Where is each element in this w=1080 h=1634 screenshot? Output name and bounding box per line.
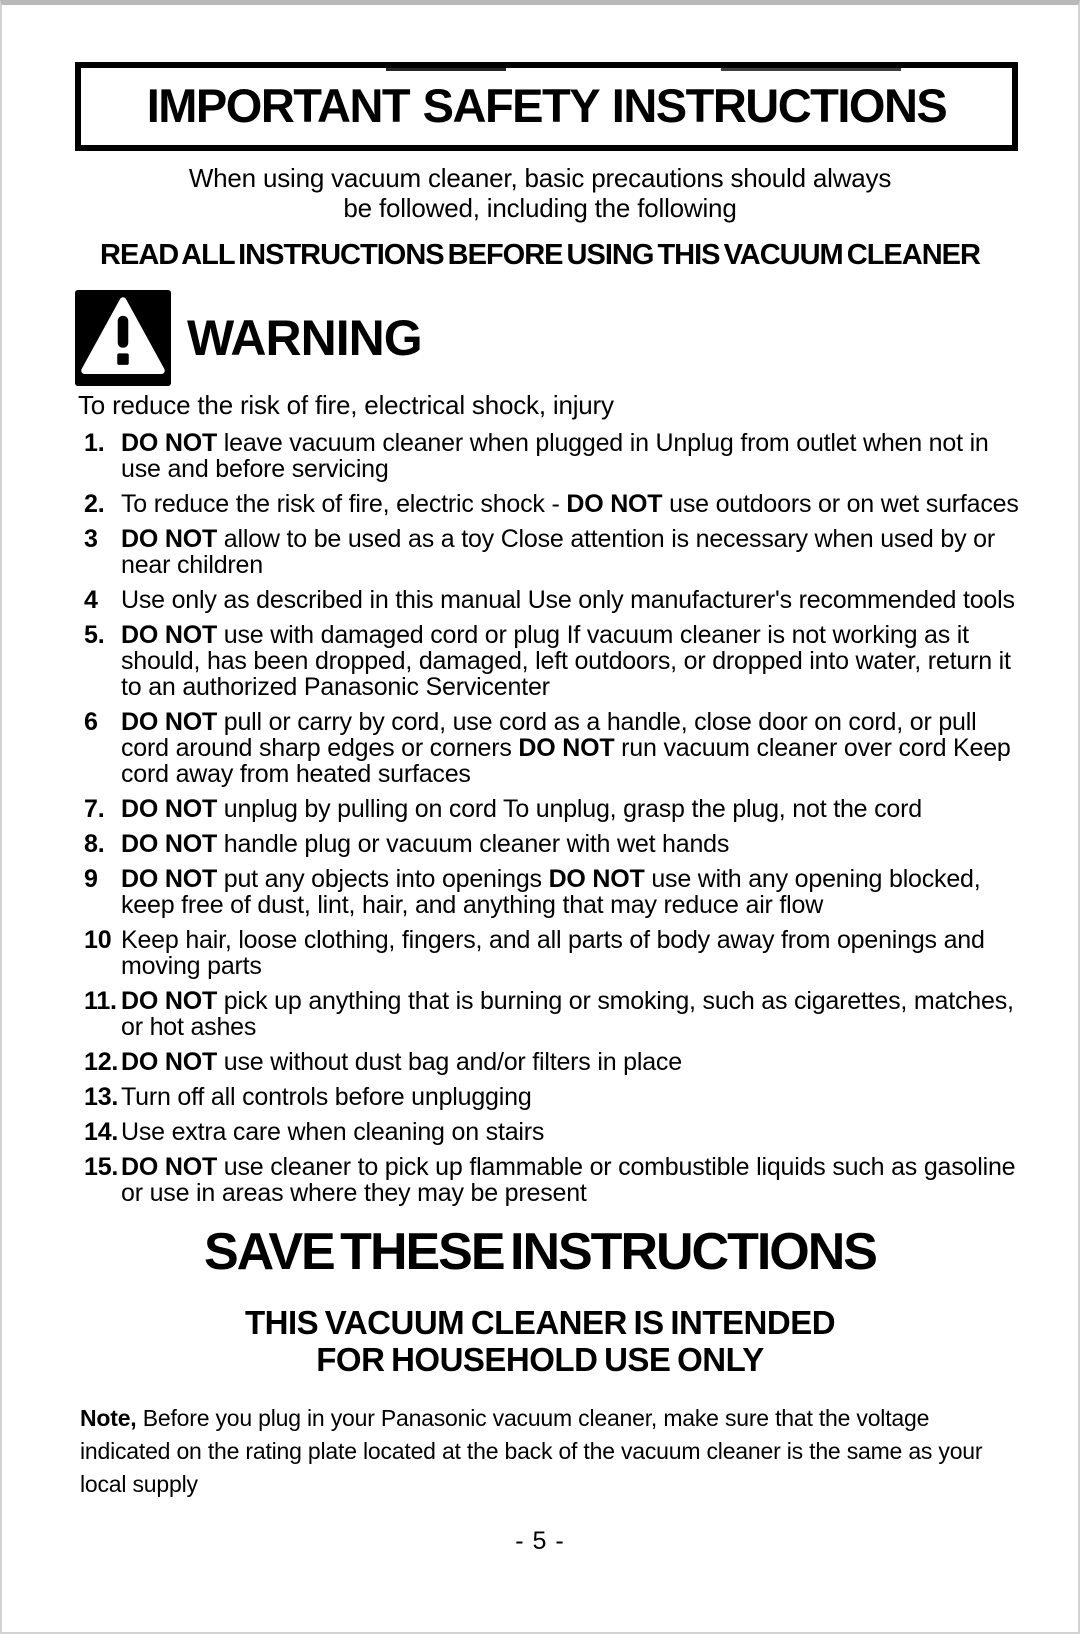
- household-use-line-2: FOR HOUSEHOLD USE ONLY: [316, 1341, 764, 1378]
- page-number: - 5 -: [515, 1527, 565, 1555]
- list-item: [84, 491, 1020, 517]
- save-instructions-heading: SAVE THESE INSTRUCTIONS: [203, 1223, 876, 1281]
- list-item-number: 6: [84, 708, 98, 736]
- scan-artifact: [386, 64, 506, 71]
- list-item-text: DO NOT: [121, 525, 218, 553]
- list-item-number: 3: [84, 525, 98, 553]
- note-text: Before you plug in your Panasonic vacuum cleaner, make sure that the voltage indicated on the rating plate located at the back of the vacuum cleaner is the same as your local supply: [80, 1405, 983, 1497]
- list-item-number: 12.: [84, 1048, 119, 1076]
- list-item-text: DO NOT: [566, 490, 663, 518]
- list-item-number: 10: [84, 926, 112, 954]
- list-item-number: 9: [84, 865, 98, 893]
- list-item-text: use without dust bag and/or filters in place: [217, 1048, 682, 1076]
- list-item-text: use with any opening blocked, keep free of dust, lint, hair, and anything that may reduce air flow: [121, 865, 981, 919]
- list-item-text: DO NOT: [121, 795, 218, 823]
- list-item: [84, 1049, 1020, 1075]
- list-item: [84, 927, 1020, 979]
- voltage-note: [80, 1402, 998, 1501]
- list-item-text: use with damaged cord or plug If vacuum cleaner is not working as it should, has been dropped, damaged, left outdoors, or dropped into water, return it to an authorized Panasonic Servicenter: [121, 621, 1011, 701]
- list-item-text: put any objects into openings: [217, 865, 549, 893]
- list-item: [84, 831, 1020, 857]
- list-item-number: 8.: [84, 830, 105, 858]
- list-item-number: 11.: [84, 987, 117, 1015]
- page-title: IMPORTANT SAFETY INSTRUCTIONS: [146, 79, 947, 132]
- list-item-text: DO NOT: [121, 830, 218, 858]
- list-item: [84, 1084, 1020, 1110]
- list-item-text: Keep hair, loose clothing, fingers, and all parts of body away from openings and moving parts: [121, 926, 985, 980]
- list-item: [84, 526, 1020, 578]
- exclamation-triangle-icon: [75, 290, 171, 386]
- list-item-number: 1.: [84, 429, 105, 457]
- scan-artifact: [721, 64, 901, 71]
- list-item-text: DO NOT: [121, 865, 218, 893]
- read-all-heading: READ ALL INSTRUCTIONS BEFORE USING THIS VACUUM CLEANER: [100, 239, 980, 271]
- list-item-text: pick up anything that is burning or smoking, such as cigarettes, matches, or hot ashes: [121, 987, 1014, 1041]
- list-item-number: 15.: [84, 1153, 119, 1181]
- list-item: [84, 1154, 1020, 1206]
- list-item-text: Use extra care when cleaning on stairs: [121, 1118, 545, 1146]
- list-item-text: DO NOT: [548, 865, 645, 893]
- intro-line-1: When using vacuum cleaner, basic precautions should always: [188, 163, 892, 193]
- list-item-number: 2.: [84, 490, 105, 518]
- list-item: [84, 622, 1020, 700]
- list-item: [84, 709, 1020, 787]
- list-item-number: 5.: [84, 621, 105, 649]
- warning-heading: WARNING: [187, 310, 422, 366]
- list-item-text: use cleaner to pick up flammable or combustible liquids such as gasoline or use in areas where they may be present: [121, 1153, 1016, 1207]
- list-item-text: DO NOT: [121, 987, 218, 1015]
- list-item-text: use outdoors or on wet surfaces: [662, 490, 1019, 518]
- list-item: [84, 796, 1020, 822]
- list-item-text: Use only as described in this manual Use only manufacturer's recommended tools: [121, 586, 1015, 614]
- list-item: [84, 1119, 1020, 1145]
- list-item-text: DO NOT: [518, 734, 615, 762]
- list-item-text: handle plug or vacuum cleaner with wet hands: [217, 830, 730, 858]
- list-item-text: DO NOT: [121, 621, 218, 649]
- warning-header: [75, 290, 1078, 386]
- list-item-number: 4: [84, 586, 98, 614]
- safety-list: [2, 430, 1078, 1206]
- list-item-text: run vacuum cleaner over cord Keep cord away from heated surfaces: [121, 734, 1011, 788]
- list-item: [84, 988, 1020, 1040]
- list-item-text: pull or carry by cord, use cord as a handle, close door on cord, or pull cord around sharp edges or corners: [121, 708, 977, 762]
- list-item-text: unplug by pulling on cord To unplug, grasp the plug, not the cord: [217, 795, 922, 823]
- list-item-text: Turn off all controls before unplugging: [121, 1083, 532, 1111]
- note-label: Note,: [80, 1405, 137, 1431]
- list-item-number: 14.: [84, 1118, 119, 1146]
- list-item: [84, 587, 1020, 613]
- list-item-number: 7.: [84, 795, 105, 823]
- list-item: [84, 866, 1020, 918]
- warning-intro-text: To reduce the risk of fire, electrical shock, injury: [78, 390, 614, 420]
- list-item-text: leave vacuum cleaner when plugged in Unplug from outlet when not in use and before servicing: [121, 429, 989, 483]
- intro-line-2: be followed, including the following: [343, 193, 737, 223]
- list-item-text: DO NOT: [121, 1048, 218, 1076]
- list-item: [84, 430, 1020, 482]
- list-item-text: DO NOT: [121, 708, 218, 736]
- list-item-text: DO NOT: [121, 429, 218, 457]
- title-banner: [75, 62, 1018, 151]
- list-item-text: To reduce the risk of fire, electric shock -: [121, 490, 567, 518]
- household-use-heading: [2, 1304, 1078, 1378]
- list-item-text: allow to be used as a toy Close attention is necessary when used by or near children: [121, 525, 995, 579]
- household-use-line-1: THIS VACUUM CLEANER IS INTENDED: [244, 1304, 836, 1341]
- list-item-number: 13.: [84, 1083, 119, 1111]
- intro-text: [2, 163, 1078, 223]
- list-item-text: DO NOT: [121, 1153, 218, 1181]
